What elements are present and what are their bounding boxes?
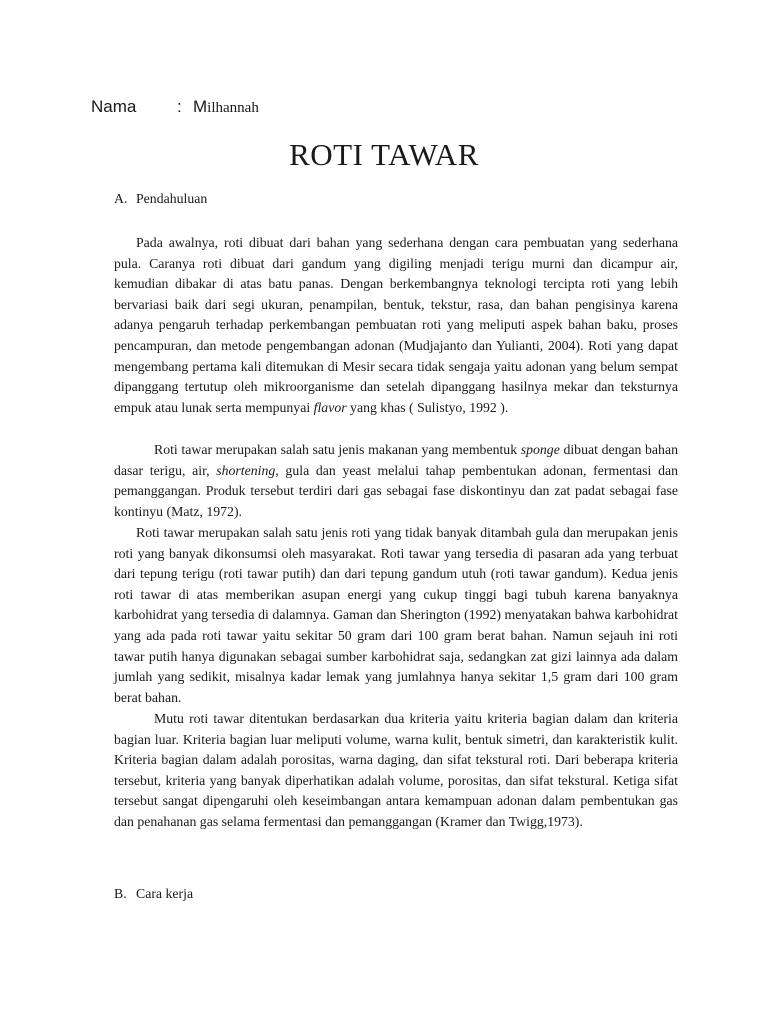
name-value: ilhannah <box>207 100 259 116</box>
document-title: ROTI TAWAR <box>289 137 479 172</box>
section-title: Cara kerja <box>136 886 194 901</box>
paragraph-text: , gula dan yeast melalui tahap pembentukan adonan, fermentasi dan pemanggangan. Produk tersebut terdiri dari gas sebagai fase diskontinyu dan zat padat sebagai fase kontinyu (Matz, 1972). <box>114 462 678 519</box>
section-letter: B. <box>114 886 127 901</box>
section-heading-pendahuluan <box>114 190 207 208</box>
paragraph-3: Roti tawar merupakan salah satu jenis roti yang tidak banyak ditambah gula dan merupakan jenis roti yang banyak dikonsumsi oleh masyarakat. Roti tawar yang tersedia di pasaran ada yang terbuat dari tepung terigu (roti tawar putih) dan dari tepung gandum utuh (roti tawar gandum). Kedua jenis roti tawar di atas memberikan asupan energi yang cukup tinggi bagi tubuh karena banyaknya karbohidrat yang tersedia di dalamnya. Gaman dan Sherington (1992) menyatakan bahwa karbohidrat yang ada pada roti tawar yaitu sekitar 50 gram dari 100 gram berat bahan. Namun sejauh ini roti tawar putih hanya digunakan sebagai sumber karbohidrat saja, sedangkan zat gizi lainnya ada dalam jumlah yang sedikit, misalnya kadar lemak yang jumlahnya hanya sekitar 1,5 gram dari 100 gram berat bahan. <box>114 525 678 705</box>
section-title: Pendahuluan <box>136 191 208 206</box>
name-value-initial: M <box>193 97 208 116</box>
paragraph-text: Roti tawar merupakan salah satu jenis makanan yang membentuk <box>154 442 521 457</box>
name-colon: : <box>177 97 182 116</box>
paragraph-text: yang khas ( Sulistyo, 1992 ). <box>346 399 509 415</box>
paragraph-2 <box>114 440 678 522</box>
emphasis-term: flavor <box>313 399 347 415</box>
emphasis-term: sponge <box>520 442 560 457</box>
paragraph-4: Mutu roti tawar ditentukan berdasarkan dua kriteria yaitu kriteria bagian dalam dan kriteria bagian luar. Kriteria bagian luar meliputi volume, warna kulit, bentuk simetri, dan karakteristik kulit. Kriteria bagian dalam adalah porositas, warna daging, dan sifat tekstural roti. Dari beberapa kriteria tersebut, kriteria yang banyak diperhatikan adalah volume, porositas, dan sifat tekstural. Ketiga sifat tersebut sangat dipengaruhi oleh keseimbangan antara kemampuan adonan dalam pembentukan gas dan penahanan gas selama fermentasi dan pemanggangan (Kramer dan Twigg,1973). <box>114 711 678 829</box>
name-field <box>91 96 259 119</box>
emphasis-term: shortening <box>216 462 276 478</box>
section-heading-cara-kerja <box>114 885 193 903</box>
name-label: Nama <box>91 97 137 116</box>
paragraph-text: dibuat dengan bahan dasar terigu, air, <box>114 442 678 478</box>
paragraph-text: Pada awalnya, roti dibuat dari bahan yang sederhana dengan cara pembuatan yang sederhana pula. Caranya roti dibuat dari gandum yang digiling menjadi terigu murni dan dicampur air, kemudian dibakar di atas batu panas. Dengan berkembangnya teknologi tercipta roti yang lebih bervariasi baik dari segi ukuran, penampilan, bentuk, tekstur, rasa, dan bahan pengisinya karena adanya pengaruh terhadap perkembangan pembuatan roti yang meliputi aspek bahan baku, proses pencampuran, dan metode pengembangan adonan (Mudjajanto dan Yulianti, 2004). Roti yang dapat mengembang pertama kali ditemukan di Mesir secara tidak sengaja yaitu adonan yang belum sempat dipanggang tertutup oleh mikroorganisme dan setelah dipanggang hasilnya mekar dan teksturnya empuk atau lunak serta mempunyai <box>114 235 678 415</box>
section-letter: A. <box>114 191 128 206</box>
paragraph-1 <box>114 233 678 418</box>
